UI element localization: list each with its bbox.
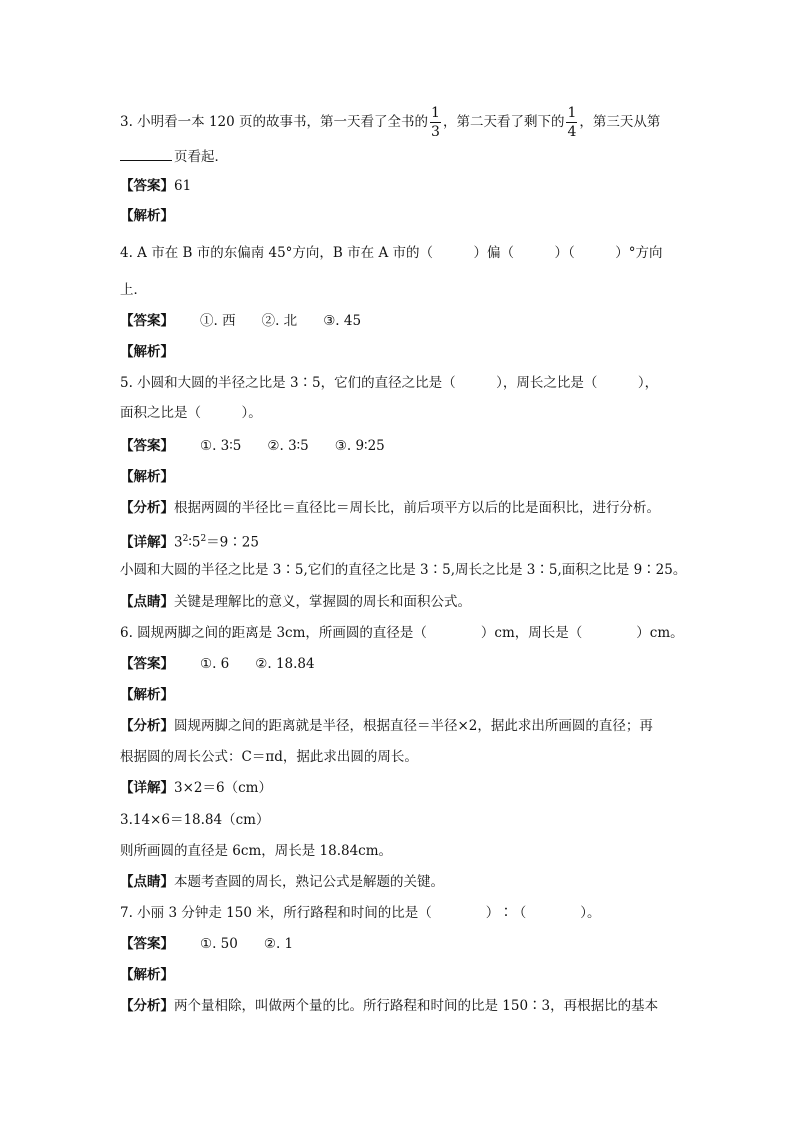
q6-point: 【点睛】本题考查圆的周长，熟记公式是解题的关键。: [120, 874, 444, 890]
q7-answer: 【答案】 ①. 50 ②. 1: [120, 936, 294, 952]
q5-detail-line2: 小圆和大圆的半径之比是 3∶5,它们的直径之比是 3∶5,周长之比是 3∶5,面积之比是 9∶25。: [120, 562, 687, 578]
q5-line2: 面积之比是（ ）。: [120, 405, 262, 421]
q6-line1: 6. 圆规两脚之间的距离是 3cm，所画圆的直径是（ ）cm，周长是（ ）cm。: [120, 625, 684, 641]
q4-line2: 上．: [120, 282, 147, 298]
q3-text-post: ，第三天从第: [579, 114, 661, 130]
q5-answer: 【答案】 ①. 3∶5 ②. 3∶5 ③. 9∶25: [120, 438, 385, 454]
q5-fenxi: 【分析】根据两圆的半径比＝直径比＝周长比，前后项平方以后的比是面积比，进行分析。: [120, 500, 660, 516]
q3-line2: 页看起．: [120, 146, 684, 167]
q6-fenxi-line2: 根据圆的周长公式：C＝πd，据此求出圆的周长。: [120, 749, 418, 765]
q3-answer: 【答案】61: [120, 178, 192, 194]
q3-text-pre: 3. 小明看一本 120 页的故事书，第一天看了全书的: [120, 114, 429, 130]
q6-detail: 【详解】3×2＝6（cm）: [120, 780, 272, 796]
q5-point: 【点睛】关键是理解比的意义，掌握圆的周长和面积公式。: [120, 594, 471, 610]
q3-analysis: 【解析】: [120, 208, 174, 224]
q6-detail-line2: 3.14×6＝18.84（cm）: [120, 812, 270, 828]
q6-answer: 【答案】 ①. 6 ②. 18.84: [120, 656, 315, 672]
q7-analysis: 【解析】: [120, 967, 174, 983]
q3-answer-blank: [120, 146, 172, 161]
q3-fraction-2: $\frac{1}{4}$: [567, 105, 577, 140]
q3-text-mid: ，第二天看了剩下的: [442, 114, 565, 130]
q6-analysis: 【解析】: [120, 687, 174, 703]
q6-detail-line3: 则所画圆的直径是 6cm，周长是 18.84cm。: [120, 843, 393, 859]
q7-line1: 7. 小丽 3 分钟走 150 米，所行路程和时间的比是（ ）∶（ ）。: [120, 905, 601, 921]
q4-answer: 【答案】 ①. 西 ②. 北 ③. 45: [120, 313, 362, 329]
q4-analysis: 【解析】: [120, 344, 174, 360]
q3-fraction-1: $\frac{1}{3}$: [431, 105, 440, 140]
q7-fenxi: 【分析】两个量相除，叫做两个量的比。所行路程和时间的比是 150∶3，再根据比的基本: [120, 998, 659, 1014]
q5-detail: 【详解】$3^2∶5^2=9∶25$: [120, 534, 259, 551]
q5-analysis: 【解析】: [120, 469, 174, 485]
q4-line1: 4. A 市在 B 市的东偏南 45°方向，B 市在 A 市的（ ）偏（ ）（ ）°方向: [120, 245, 663, 261]
q3-line1: [120, 106, 684, 139]
q5-line1: 5. 小圆和大圆的半径之比是 3∶5，它们的直径之比是（ ），周长之比是（ ），: [120, 375, 659, 391]
q6-fenxi: 【分析】圆规两脚之间的距离就是半径，根据直径＝半径×2，据此求出所画圆的直径；再: [120, 718, 653, 734]
